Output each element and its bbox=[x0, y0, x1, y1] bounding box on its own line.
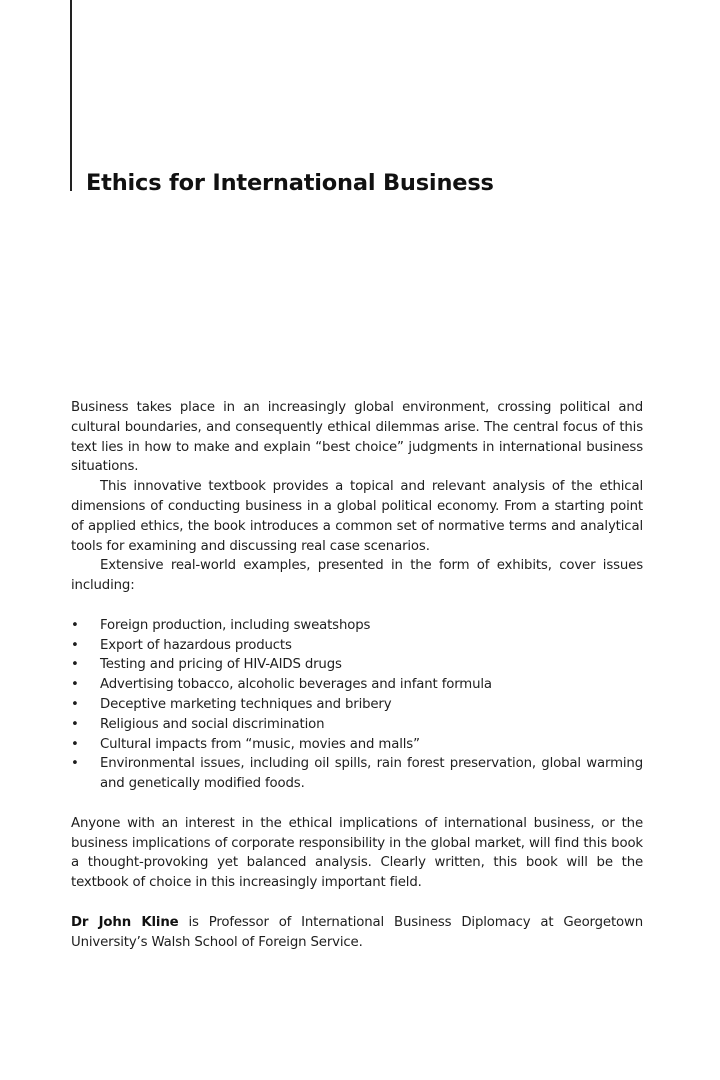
list-item bbox=[71, 715, 643, 735]
intro-paragraph: Business takes place in an increasingly global environment, crossing political and cultural boundaries, and consequently ethical dilemmas arise. The central focus of this text lies in how to make and explain “best choice” judgments in international business situations. bbox=[71, 400, 643, 475]
list-item bbox=[71, 695, 643, 715]
list-item-text: Foreign production, including sweatshops bbox=[100, 617, 371, 633]
book-title: Ethics for International Business bbox=[86, 170, 494, 196]
list-item-text: Cultural impacts from “music, movies and malls” bbox=[100, 736, 420, 752]
list-item bbox=[71, 616, 643, 636]
bullet-icon: • bbox=[71, 677, 79, 693]
bullet-icon: • bbox=[71, 756, 79, 772]
list-item bbox=[71, 754, 643, 794]
list-item-text: Deceptive marketing techniques and bribery bbox=[100, 696, 392, 712]
bullet-icon: • bbox=[71, 617, 79, 633]
bullet-icon: • bbox=[71, 657, 79, 673]
list-item bbox=[71, 636, 643, 656]
bullet-icon: • bbox=[71, 637, 79, 653]
list-item bbox=[71, 675, 643, 695]
examples-paragraph: Extensive real-world examples, presented in the form of exhibits, cover issues including: bbox=[71, 558, 643, 594]
list-item bbox=[71, 655, 643, 675]
list-item-text: Advertising tobacco, alcoholic beverages and infant formula bbox=[100, 677, 492, 693]
description-paragraph: This innovative textbook provides a topical and relevant analysis of the ethical dimensions of conducting business in a global political economy. From a starting point of applied ethics, the book introduces a common set of normative terms and analytical tools for examining and discussing real case scenarios. bbox=[71, 479, 643, 554]
margin-rule bbox=[70, 0, 72, 191]
bullet-icon: • bbox=[71, 696, 79, 712]
list-item-text: Export of hazardous products bbox=[100, 637, 292, 653]
author-bio-text: is Professor of International Business Diplomacy at Georgetown University’s Walsh School of Foreign Service. bbox=[71, 914, 644, 950]
list-item bbox=[71, 735, 643, 755]
list-item-text: Testing and pricing of HIV-AIDS drugs bbox=[100, 657, 342, 673]
closing-paragraph: Anyone with an interest in the ethical implications of international business, or the business implications of corporate responsibility in the global market, will find this book a thought-provoking yet balanced analysis. Clearly written, this book will be the textbook of choice in this increasingly important field. bbox=[71, 815, 643, 891]
bullet-icon: • bbox=[71, 716, 79, 732]
author-bio bbox=[71, 913, 643, 953]
issues-list bbox=[71, 616, 643, 794]
bullet-icon: • bbox=[71, 736, 79, 752]
author-name: Dr John Kline bbox=[71, 914, 179, 930]
list-item-text: Environmental issues, including oil spills, rain forest preservation, global warming and genetically modified foods. bbox=[100, 756, 643, 792]
book-blurb bbox=[71, 398, 643, 952]
paragraph-gap bbox=[71, 893, 643, 913]
list-item-text: Religious and social discrimination bbox=[100, 716, 325, 732]
